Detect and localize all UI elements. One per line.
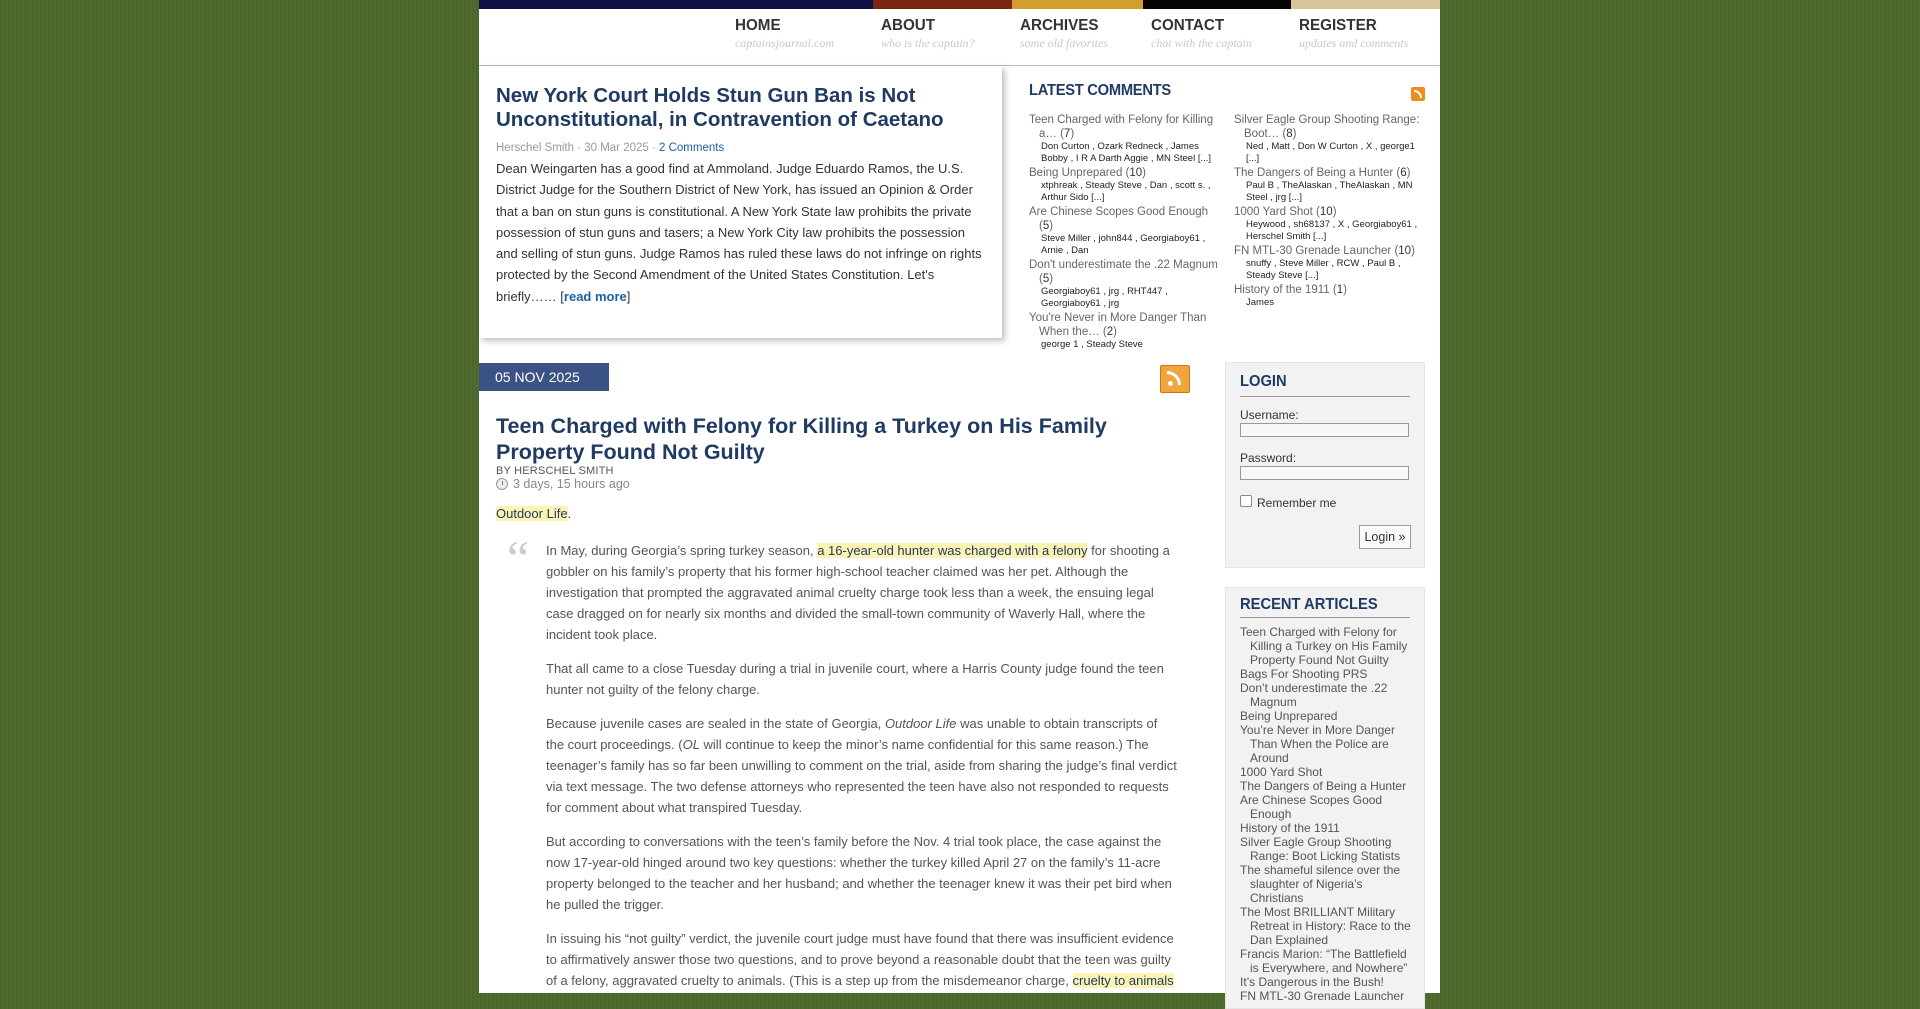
nav-contact[interactable] [1151,17,1252,51]
login-box [1225,362,1425,568]
login-button[interactable]: Login » [1359,525,1411,549]
meta-separator: · [573,142,585,154]
source-period: . [567,506,572,521]
recent-article-link[interactable]: Francis Marion: “The Battlefield is Everywhere, and Nowhere” [1240,947,1408,975]
commenter-names[interactable]: Paul B , TheAlaskan , TheAlaskan , MN Steel , jrg [...] [1246,180,1413,203]
commenter-names[interactable]: xtphreak , Steady Steve , Dan , scott s. , Arthur Sido [...] [1041,180,1211,203]
post-byline: BY HERSCHEL SMITH [496,465,614,477]
meta-separator: · [648,142,660,154]
login-heading: LOGIN [1240,373,1287,390]
recent-articles-heading: RECENT ARTICLES [1240,596,1378,613]
recent-article-link[interactable]: Silver Eagle Group Shooting Range: Boot Licking Statists [1240,835,1401,863]
paragraph [546,713,1178,818]
nav-label: ARCHIVES [1020,17,1099,34]
divider [1240,396,1410,397]
comment-count: 10 [1129,167,1143,179]
featured-meta [496,142,724,154]
color-segment [1012,0,1143,9]
comment-post-link[interactable]: Silver Eagle Group Shooting Range: Boot… (8) [1234,114,1420,140]
nav-home[interactable] [735,17,834,51]
latest-comments-heading: LATEST COMMENTS [1029,82,1171,99]
post-time-text: 3 days, 15 hours ago [513,477,630,491]
commenter-names[interactable]: Ned , Matt , Don W Curton , X , george1 [...] [1246,141,1415,164]
emphasis: OL [682,737,700,752]
featured-date: 30 Mar 2025 [584,142,649,154]
emphasis: Outdoor Life [884,716,957,731]
page-container [479,0,1440,1003]
recent-article-link[interactable]: The Dangers of Being a Hunter [1240,779,1407,793]
recent-article-link[interactable]: The Most BRILLIANT Military Retreat in History: Race to the Dan Explained [1240,905,1411,947]
recent-article-link[interactable]: The shameful silence over the slaughter of Nigeria’s Christians [1240,863,1401,905]
recent-article-link[interactable]: You’re Never in More Danger Than When the Police are Around [1240,723,1395,765]
rss-feed-icon[interactable] [1160,365,1190,393]
comment-count: 10 [1319,206,1333,218]
blockquote [546,540,1178,1004]
comment-post-link[interactable]: Teen Charged with Felony for Killing a… (7) [1029,114,1214,140]
divider [1240,617,1410,618]
color-segment [479,0,714,9]
nav-label: REGISTER [1299,17,1377,34]
comment-entry [1029,166,1219,204]
paragraph: That all came to a close Tuesday during a trial in juvenile court, where a Harris County judge found the teen hunter not guilty of the felony charge. [546,661,1164,697]
color-segment [714,0,873,9]
remember-label: Remember me [1257,496,1337,510]
comment-post-link[interactable]: 1000 Yard Shot (10) [1234,206,1337,218]
commenter-names[interactable]: george 1 , Steady Steve [1041,339,1143,350]
quote-icon: “ [507,530,530,586]
nav-label: CONTACT [1151,17,1225,34]
comment-post-link[interactable]: Being Unprepared (10) [1029,167,1147,179]
featured-author: Herschel Smith [496,142,574,154]
commenter-names[interactable]: snuffy , Steve Miller , RCW , Paul B , Steady Steve [...] [1246,258,1401,281]
comment-count: 5 [1042,220,1050,232]
commenter-names[interactable]: James [1246,297,1274,308]
comment-post-link[interactable]: Don't underestimate the .22 Magnum (5) [1029,259,1218,285]
comment-count: 6 [1400,167,1407,179]
cruelty-link[interactable]: cruelty to animals [1072,973,1174,988]
text: In issuing his “not guilty” verdict, the juvenile court judge must have found that there was insufficient evidence to affirmatively answer those two questions, and to prove beyond a reasonable doubt that the teen was guilty of a felony, aggravated cruelty to animals. (This is a step up from the misdemeanor charge, [546,931,1174,988]
comment-count: 10 [1398,245,1412,257]
recent-article-link[interactable]: It’s Dangerous in the Bush! [1240,975,1384,989]
source-link[interactable]: Outdoor Life [496,506,568,521]
comment-post-link[interactable]: FN MTL-30 Grenade Launcher (10) [1234,245,1415,257]
comment-count: 1 [1336,284,1344,296]
nav-sublabel: who is the captain? [881,36,975,50]
comment-count: 8 [1286,128,1293,140]
featured-post [479,66,1002,338]
text: In May, during Georgia’s spring turkey season, [546,543,818,558]
username-label: Username: [1240,408,1299,422]
color-segment [1291,0,1440,9]
nav-archives[interactable] [1020,17,1108,51]
comment-entry [1234,283,1424,309]
recent-article-link[interactable]: Are Chinese Scopes Good Enough [1240,793,1383,821]
nav-about[interactable] [881,17,975,51]
rss-icon[interactable] [1411,87,1425,101]
comment-post-link[interactable]: Are Chinese Scopes Good Enough (5) [1029,206,1209,232]
featured-comments-link[interactable]: 2 Comments [659,142,725,154]
clock-icon [496,478,508,490]
nav-sublabel: chat with the captain [1151,36,1252,50]
comments-column-right [1234,113,1424,310]
comment-entry [1029,311,1219,351]
commenter-names[interactable]: Steve Miller , john844 , Georgiaboy61 , Arnie , Dan [1041,233,1206,256]
nav-label: ABOUT [881,17,936,34]
comment-entry [1029,113,1219,165]
paragraph [546,540,1178,645]
comment-entry [1029,258,1219,310]
bracket: ] [626,288,631,304]
nav-sublabel: updates and comments [1299,36,1409,50]
text: for shooting a gobbler on his family’s property that his former high-school teacher claimed was her pet. Although the investigation that prompted the aggravated animal cruelty charge took less than a week, the ensuing legal case dragged on for nearly six months and divided the small-town community of Waverly Hall, where the incident took place. [546,543,1170,642]
password-field[interactable] [1240,466,1409,480]
read-more-link[interactable]: read more [563,288,627,304]
comment-post-link[interactable]: The Dangers of Being a Hunter (6) [1234,167,1411,179]
color-segment [1143,0,1291,9]
recent-article-link[interactable]: History of the 1911 [1240,821,1340,835]
post-title[interactable]: Teen Charged with Felony for Killing a Turkey on His Family Property Found Not Guilty [496,414,1107,464]
recent-article-link[interactable]: FN MTL-30 Grenade Launcher [1240,989,1405,1003]
featured-excerpt [496,158,986,307]
recent-article-link[interactable]: 1000 Yard Shot [1240,765,1323,779]
nav-label: HOME [735,17,781,34]
featured-title[interactable]: New York Court Holds Stun Gun Ban is Not Unconstitutional, in Contravention of Caetano [496,84,944,131]
commenter-names[interactable]: Heywood , sh68137 , X , Georgiaboy61 , Herschel Smith [...] [1246,219,1418,242]
recent-articles-box [1225,587,1425,1009]
post-time [496,477,630,491]
password-label: Password: [1240,451,1297,465]
username-field[interactable] [1240,423,1409,437]
comment-post-link[interactable]: You're Never in More Danger Than When the… (2) [1029,312,1207,338]
nav-register[interactable] [1299,17,1408,51]
comment-post-link[interactable]: History of the 1911 (1) [1234,284,1347,296]
main-nav [479,9,1440,66]
text: will continue to keep the minor’s name confidential for this same reason.) The teenager’s family has so far been unwilling to comment on the trial, aside from sharing the judge’s final verdict via text message. The two defense attorneys who represented the teen have also not responded to requests for comment about what transpired Tuesday. [546,737,1177,815]
latest-comments [1029,66,1429,350]
comment-count: 5 [1042,273,1050,285]
comment-count: 7 [1063,128,1071,140]
nav-sublabel: captainsjournal.com [735,36,834,50]
commenter-names[interactable]: Georgiaboy61 , jrg , RHT447 , Georgiaboy61 , jrg [1041,286,1168,309]
text: was unable to obtain transcripts of the court proceedings. ( [546,716,1158,752]
recent-article-link[interactable]: Don’t underestimate the .22 Magnum [1240,681,1388,709]
recent-article-link[interactable]: Teen Charged with Felony for Killing a Turkey on His Family Property Found Not Guilty [1240,625,1408,667]
top-color-bar [479,0,1440,9]
date-banner: 05 NOV 2025 [479,363,609,391]
comment-entry [1029,205,1219,257]
comments-column-left [1029,113,1219,352]
featured-excerpt-text: Dean Weingarten has a good find at Ammoland. Judge Eduardo Ramos, the U.S. District Judge for the Southern District of New York, has issued an Opinion & Order that a ban on stun guns is constitutional. A New York State law prohibits the private possession of stun guns and tasers; a New York City law prohibits the possession and selling of stun guns. Judge Ramos has ruled these laws do not infringe on rights protected by the Second Amendment of the United States Constitution. Let's briefly…… [ [496,161,982,304]
color-segment [873,0,1012,9]
comment-entry [1234,113,1424,165]
comment-entry [1234,205,1424,243]
comment-count: 2 [1106,326,1114,338]
recent-articles-list [1240,625,1418,1003]
paragraph [546,928,1178,991]
recent-article-link[interactable]: Bags For Shooting PRS [1240,667,1368,681]
commenter-names[interactable]: Don Curton , Ozark Redneck , James Bobby , I R A Darth Aggie , MN Steel [...] [1041,141,1212,164]
felony-link[interactable]: a 16-year-old hunter was charged with a felony [817,543,1088,558]
post-source [496,506,571,521]
paragraph: But according to conversations with the teen’s family before the Nov. 4 trial took place, the case against the now 17-year-old hinged around two key questions: whether the turkey killed April 27 on the family’s 11-acre property belonged to the teacher and her husband; and whether the teenager knew it was their pet bird when he pulled the trigger. [546,834,1172,912]
nav-sublabel: some old favorites [1020,36,1108,50]
comment-entry [1234,244,1424,282]
comment-entry [1234,166,1424,204]
recent-article-link[interactable]: Being Unprepared [1240,709,1338,723]
remember-checkbox[interactable] [1240,495,1252,507]
text: Because juvenile cases are sealed in the state of Georgia, [546,716,885,731]
